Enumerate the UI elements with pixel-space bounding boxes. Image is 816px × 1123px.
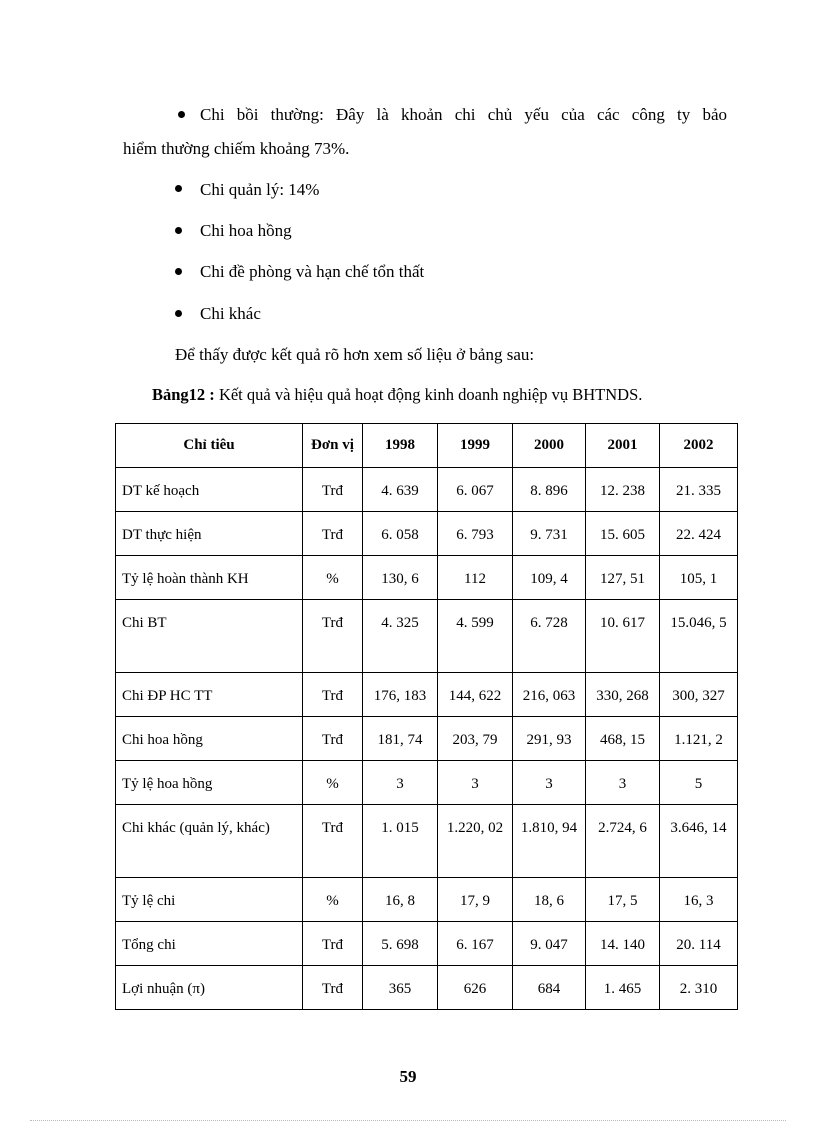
value-cell: 2. 310 [660, 966, 738, 1010]
value-cell: 3 [513, 761, 586, 805]
value-cell: 6. 067 [438, 468, 513, 512]
unit-cell: Trđ [303, 600, 363, 673]
value-cell: 6. 793 [438, 512, 513, 556]
col-header: 1999 [438, 424, 513, 468]
row-label: DT kế hoạch [116, 468, 303, 512]
table-row [116, 556, 738, 600]
bullet-icon [175, 268, 182, 275]
bullet-item: Chi đề phòng và hạn chế tổn thất [200, 262, 425, 281]
value-cell: 17, 9 [438, 878, 513, 922]
table-row [116, 512, 738, 556]
intro-paragraph: Để thấy được kết quả rõ hơn xem số liệu ở bảng sau: [175, 345, 535, 364]
value-cell: 300, 327 [660, 673, 738, 717]
value-cell: 2.724, 6 [586, 805, 660, 878]
row-label: Chi ĐP HC TT [116, 673, 303, 717]
value-cell: 16, 3 [660, 878, 738, 922]
value-cell: 105, 1 [660, 556, 738, 600]
value-cell: 16, 8 [363, 878, 438, 922]
value-cell: 5. 698 [363, 922, 438, 966]
unit-cell: Trđ [303, 673, 363, 717]
value-cell: 127, 51 [586, 556, 660, 600]
value-cell: 1.810, 94 [513, 805, 586, 878]
table-row [116, 761, 738, 805]
value-cell: 6. 728 [513, 600, 586, 673]
bullet-icon [175, 185, 182, 192]
value-cell: 15. 605 [586, 512, 660, 556]
value-cell: 6. 167 [438, 922, 513, 966]
row-label: Chi hoa hồng [116, 717, 303, 761]
value-cell: 112 [438, 556, 513, 600]
row-label: Tỷ lệ chi [116, 878, 303, 922]
bullet-icon [175, 227, 182, 234]
value-cell: 626 [438, 966, 513, 1010]
value-cell: 20. 114 [660, 922, 738, 966]
value-cell: 3 [363, 761, 438, 805]
table-row [116, 717, 738, 761]
bullet-icon [175, 310, 182, 317]
row-label: Lợi nhuận (π) [116, 966, 303, 1010]
unit-cell: % [303, 878, 363, 922]
table-caption-label: Bảng12 : [152, 385, 219, 404]
value-cell: 22. 424 [660, 512, 738, 556]
value-cell: 109, 4 [513, 556, 586, 600]
col-header: 2002 [660, 424, 738, 468]
bullet-item: Chi khác [200, 304, 261, 323]
value-cell: 291, 93 [513, 717, 586, 761]
value-cell: 4. 639 [363, 468, 438, 512]
paragraph-line: hiểm thường chiếm khoảng 73%. [123, 139, 350, 158]
unit-cell: Trđ [303, 966, 363, 1010]
bullet-item: Chi hoa hồng [200, 221, 292, 240]
col-header: Đơn vị [303, 424, 363, 468]
unit-cell: Trđ [303, 512, 363, 556]
value-cell: 216, 063 [513, 673, 586, 717]
value-cell: 18, 6 [513, 878, 586, 922]
row-label: Tỷ lệ hoàn thành KH [116, 556, 303, 600]
row-label: DT thực hiện [116, 512, 303, 556]
value-cell: 1.121, 2 [660, 717, 738, 761]
value-cell: 3.646, 14 [660, 805, 738, 878]
value-cell: 468, 15 [586, 717, 660, 761]
table-row [116, 468, 738, 512]
value-cell: 9. 731 [513, 512, 586, 556]
table-caption [152, 385, 642, 405]
value-cell: 3 [586, 761, 660, 805]
value-cell: 5 [660, 761, 738, 805]
value-cell: 181, 74 [363, 717, 438, 761]
unit-cell: % [303, 556, 363, 600]
value-cell: 17, 5 [586, 878, 660, 922]
unit-cell: % [303, 761, 363, 805]
unit-cell: Trđ [303, 717, 363, 761]
value-cell: 3 [438, 761, 513, 805]
footer-divider [30, 1120, 786, 1121]
table-row [116, 805, 738, 878]
value-cell: 4. 599 [438, 600, 513, 673]
value-cell: 12. 238 [586, 468, 660, 512]
table-row [116, 600, 738, 673]
value-cell: 176, 183 [363, 673, 438, 717]
value-cell: 9. 047 [513, 922, 586, 966]
table-row [116, 878, 738, 922]
col-header: 2000 [513, 424, 586, 468]
row-label: Chi khác (quản lý, khác) [116, 805, 303, 878]
page-number: 59 [399, 1067, 417, 1086]
value-cell: 6. 058 [363, 512, 438, 556]
bullet-item: Chi quản lý: 14% [200, 180, 320, 199]
table-row [116, 922, 738, 966]
col-header: Chỉ tiêu [116, 424, 303, 468]
col-header: 2001 [586, 424, 660, 468]
unit-cell: Trđ [303, 805, 363, 878]
value-cell: 130, 6 [363, 556, 438, 600]
value-cell: 1. 015 [363, 805, 438, 878]
results-table [115, 423, 738, 1010]
table-row [116, 966, 738, 1010]
value-cell: 365 [363, 966, 438, 1010]
value-cell: 1. 465 [586, 966, 660, 1010]
value-cell: 144, 622 [438, 673, 513, 717]
bullet-icon [178, 111, 185, 118]
value-cell: 203, 79 [438, 717, 513, 761]
table-header-row [116, 424, 738, 468]
row-label: Tỷ lệ hoa hồng [116, 761, 303, 805]
table-caption-text: Kết quả và hiệu quả hoạt động kinh doanh nghiệp vụ BHTNDS. [218, 385, 643, 404]
row-label: Chi BT [116, 600, 303, 673]
value-cell: 1.220, 02 [438, 805, 513, 878]
value-cell: 21. 335 [660, 468, 738, 512]
value-cell: 10. 617 [586, 600, 660, 673]
unit-cell: Trđ [303, 468, 363, 512]
value-cell: 4. 325 [363, 600, 438, 673]
table-row [116, 673, 738, 717]
value-cell: 8. 896 [513, 468, 586, 512]
value-cell: 330, 268 [586, 673, 660, 717]
row-label: Tổng chi [116, 922, 303, 966]
col-header: 1998 [363, 424, 438, 468]
value-cell: 684 [513, 966, 586, 1010]
value-cell: 15.046, 5 [660, 600, 738, 673]
paragraph-line: Chi bồi thường: Đây là khoản chi chủ yếu của các công ty bảo [200, 105, 727, 124]
value-cell: 14. 140 [586, 922, 660, 966]
unit-cell: Trđ [303, 922, 363, 966]
